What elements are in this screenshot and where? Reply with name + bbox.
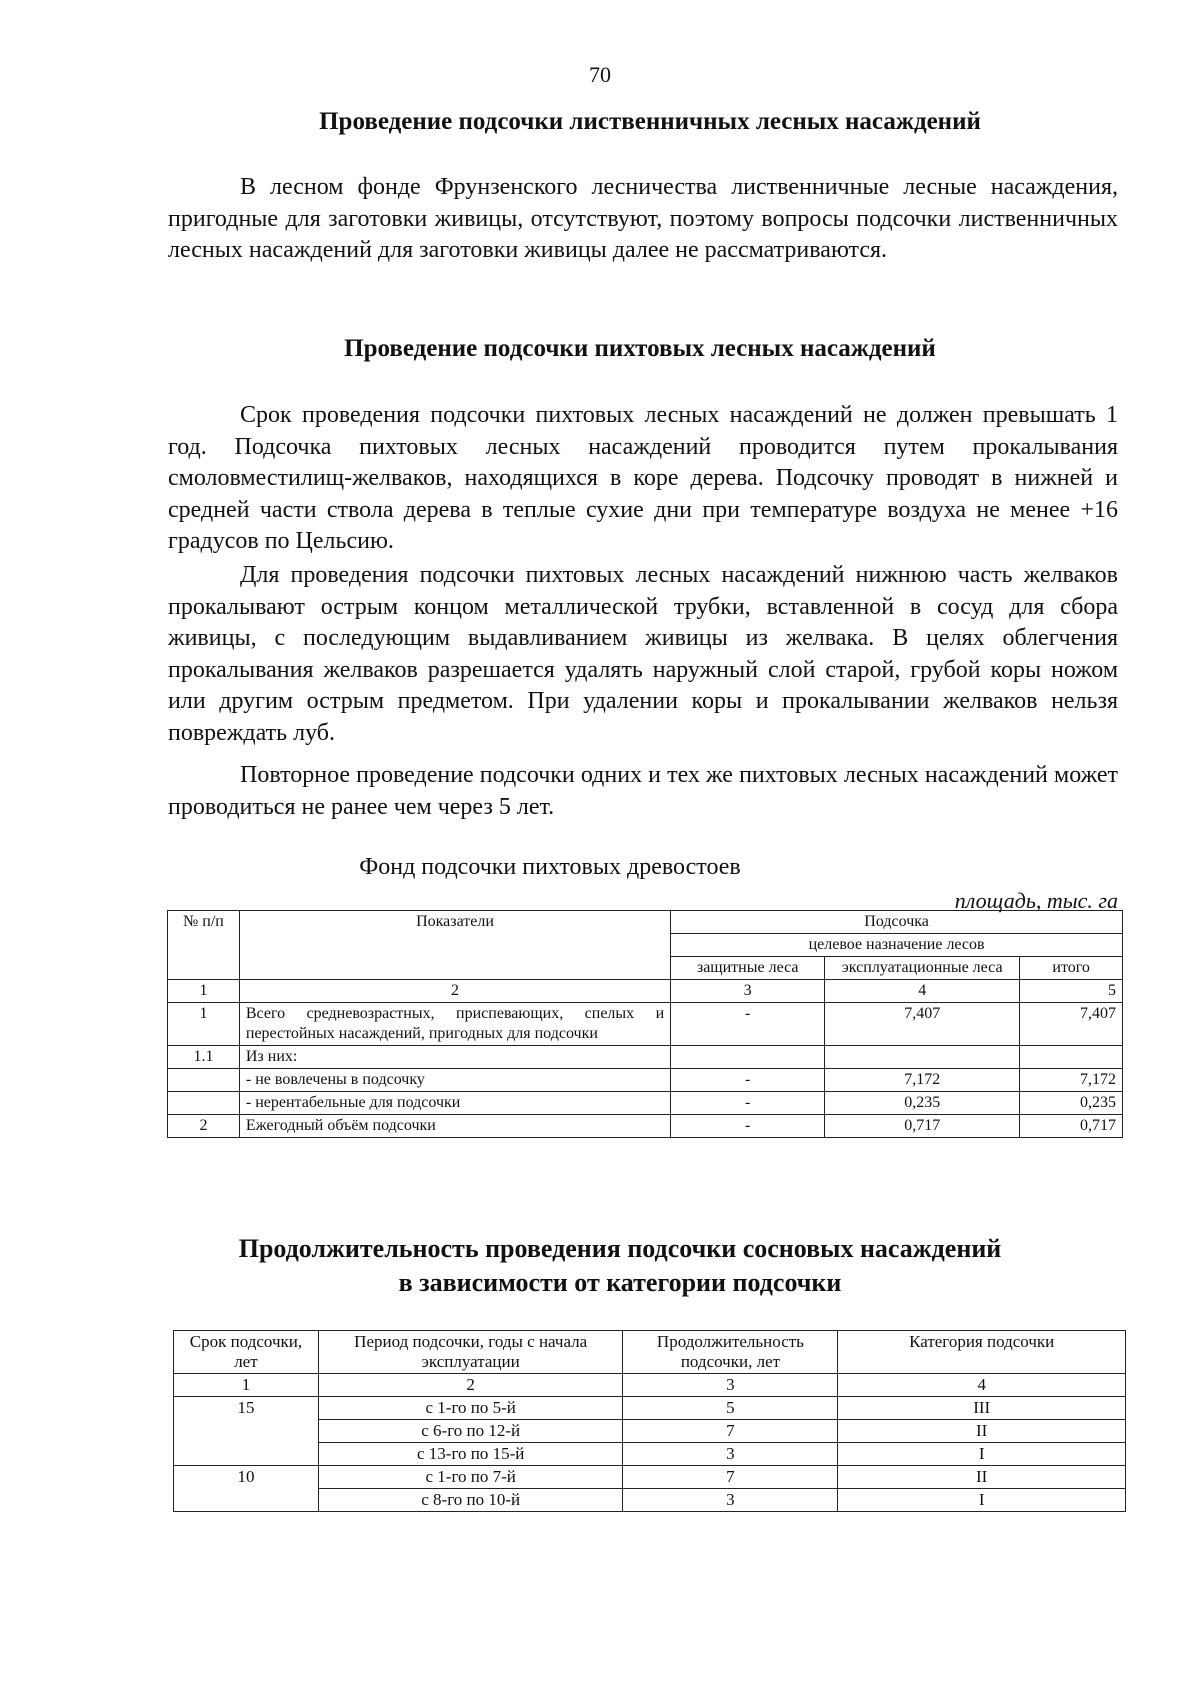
col-number: 4 — [825, 980, 1020, 1003]
row-name: Всего средневозрастных, приспевающих, спелых и перестойных насаждений, пригодных для подсочки — [239, 1003, 670, 1046]
row-exploitation: 7,407 — [825, 1003, 1020, 1046]
page-number: 70 — [589, 62, 611, 87]
header-protective: защитные леса — [671, 957, 825, 980]
row-name: Ежегодный объём подсочки — [239, 1115, 670, 1138]
row-exploitation — [825, 1046, 1020, 1069]
row-period: с 8-го по 10-й — [318, 1489, 623, 1512]
paragraph-fir-1: Срок проведения подсочки пихтовых лесных насаждений не должен превышать 1 год. Подсочка пихтовых лесных насаждений проводится путем прокалывания смоловместилищ-желваков, находящихся в коре дерева. Подсочку проводят в нижней и средней части ствола дерева в теплые сухие дни при температуре воздуха не менее +16 градусов по Цельсию. — [168, 402, 1118, 554]
row-num: 1 — [168, 1003, 240, 1046]
row-duration: 3 — [623, 1489, 838, 1512]
table-row — [168, 1069, 1123, 1092]
paragraph-fir-3: Повторное проведение подсочки одних и тех же пихтовых лесных насаждений может проводиться не ранее чем через 5 лет. — [168, 762, 1118, 820]
header-exploitation: эксплуатационные леса — [825, 957, 1020, 980]
column-number-row — [168, 980, 1123, 1003]
table1-caption: Фонд подсочки пихтовых древостоев — [359, 854, 741, 880]
row-protective: - — [671, 1092, 825, 1115]
col-number: 1 — [168, 980, 240, 1003]
row-category: I — [838, 1443, 1126, 1466]
row-period: с 6-го по 12-й — [318, 1420, 623, 1443]
header-indicators: Показатели — [239, 911, 670, 980]
row-total: 7,172 — [1020, 1069, 1123, 1092]
row-total: 0,717 — [1020, 1115, 1123, 1138]
row-num: 2 — [168, 1115, 240, 1138]
table-row — [174, 1397, 1126, 1420]
row-category: III — [838, 1397, 1126, 1420]
row-period: с 1-го по 7-й — [318, 1466, 623, 1489]
table-row — [168, 1046, 1123, 1069]
row-exploitation: 7,172 — [825, 1069, 1020, 1092]
row-term: 15 — [174, 1397, 319, 1466]
row-duration: 3 — [623, 1443, 838, 1466]
row-protective — [671, 1046, 825, 1069]
table-row — [168, 1115, 1123, 1138]
row-name: - не вовлечены в подсочку — [239, 1069, 670, 1092]
header-term: Срок подсочки, лет — [174, 1331, 319, 1374]
section-title-pine-line2: в зависимости от категории подсочки — [398, 1268, 842, 1297]
row-name: Из них: — [239, 1046, 670, 1069]
col-number: 5 — [1020, 980, 1123, 1003]
col-number: 3 — [671, 980, 825, 1003]
row-protective: - — [671, 1069, 825, 1092]
row-num — [168, 1069, 240, 1092]
header-category: Категория подсочки — [838, 1331, 1126, 1374]
col-number: 3 — [623, 1374, 838, 1397]
table-row — [168, 1092, 1123, 1115]
table-row — [168, 1003, 1123, 1046]
row-num — [168, 1092, 240, 1115]
column-number-row — [174, 1374, 1126, 1397]
row-protective: - — [671, 1115, 825, 1138]
pine-duration-table — [173, 1330, 1126, 1512]
row-term: 10 — [174, 1466, 319, 1512]
header-num: № п/п — [168, 911, 240, 980]
col-number: 1 — [174, 1374, 319, 1397]
col-number: 2 — [318, 1374, 623, 1397]
row-duration: 7 — [623, 1420, 838, 1443]
header-period: Период подсочки, годы с начала эксплуатации — [318, 1331, 623, 1374]
col-number: 4 — [838, 1374, 1126, 1397]
row-duration: 7 — [623, 1466, 838, 1489]
row-total — [1020, 1046, 1123, 1069]
row-duration: 5 — [623, 1397, 838, 1420]
paragraph-larch: В лесном фонде Фрунзенского лесничества лиственничные лесные насаждения, пригодные для заготовки живицы, отсутствуют, поэтому вопросы подсочки лиственничных лесных насаждений для заготовки живицы далее не рассматриваются. — [168, 174, 1118, 263]
table-row — [174, 1466, 1126, 1489]
row-exploitation: 0,235 — [825, 1092, 1020, 1115]
header-duration: Продолжительность подсочки, лет — [623, 1331, 838, 1374]
row-exploitation: 0,717 — [825, 1115, 1020, 1138]
header-podsochka: Подсочка — [671, 911, 1123, 934]
section-title-pine-line1: Продолжительность проведения подсочки сосновых насаждений — [238, 1234, 1002, 1263]
row-category: II — [838, 1466, 1126, 1489]
header-purpose: целевое назначение лесов — [671, 934, 1123, 957]
row-category: I — [838, 1489, 1126, 1512]
col-number: 2 — [239, 980, 670, 1003]
section-title-pine — [80, 1232, 1160, 1300]
row-name: - нерентабельные для подсочки — [239, 1092, 670, 1115]
fir-fund-table — [167, 910, 1123, 1138]
row-num: 1.1 — [168, 1046, 240, 1069]
row-period: с 1-го по 5-й — [318, 1397, 623, 1420]
row-total: 0,235 — [1020, 1092, 1123, 1115]
row-total: 7,407 — [1020, 1003, 1123, 1046]
paragraph-fir-2: Для проведения подсочки пихтовых лесных насаждений нижнюю часть желваков прокалывают острым концом металлической трубки, вставленной в сосуд для сбора живицы, с последующим выдавливанием живицы из желвака. В целях облегчения прокалывания желваков разрешается удалять наружный слой старой, грубой коры ножом или другим острым предметом. При удалении коры и прокалывании желваков нельзя повреждать луб. — [168, 562, 1118, 746]
row-protective: - — [671, 1003, 825, 1046]
header-total: итого — [1020, 957, 1123, 980]
section-title-fir: Проведение подсочки пихтовых лесных насаждений — [344, 335, 936, 362]
row-period: с 13-го по 15-й — [318, 1443, 623, 1466]
table1-unit: площадь, тыс. га — [954, 888, 1118, 913]
section-title-larch: Проведение подсочки лиственничных лесных насаждений — [319, 108, 981, 135]
row-category: II — [838, 1420, 1126, 1443]
